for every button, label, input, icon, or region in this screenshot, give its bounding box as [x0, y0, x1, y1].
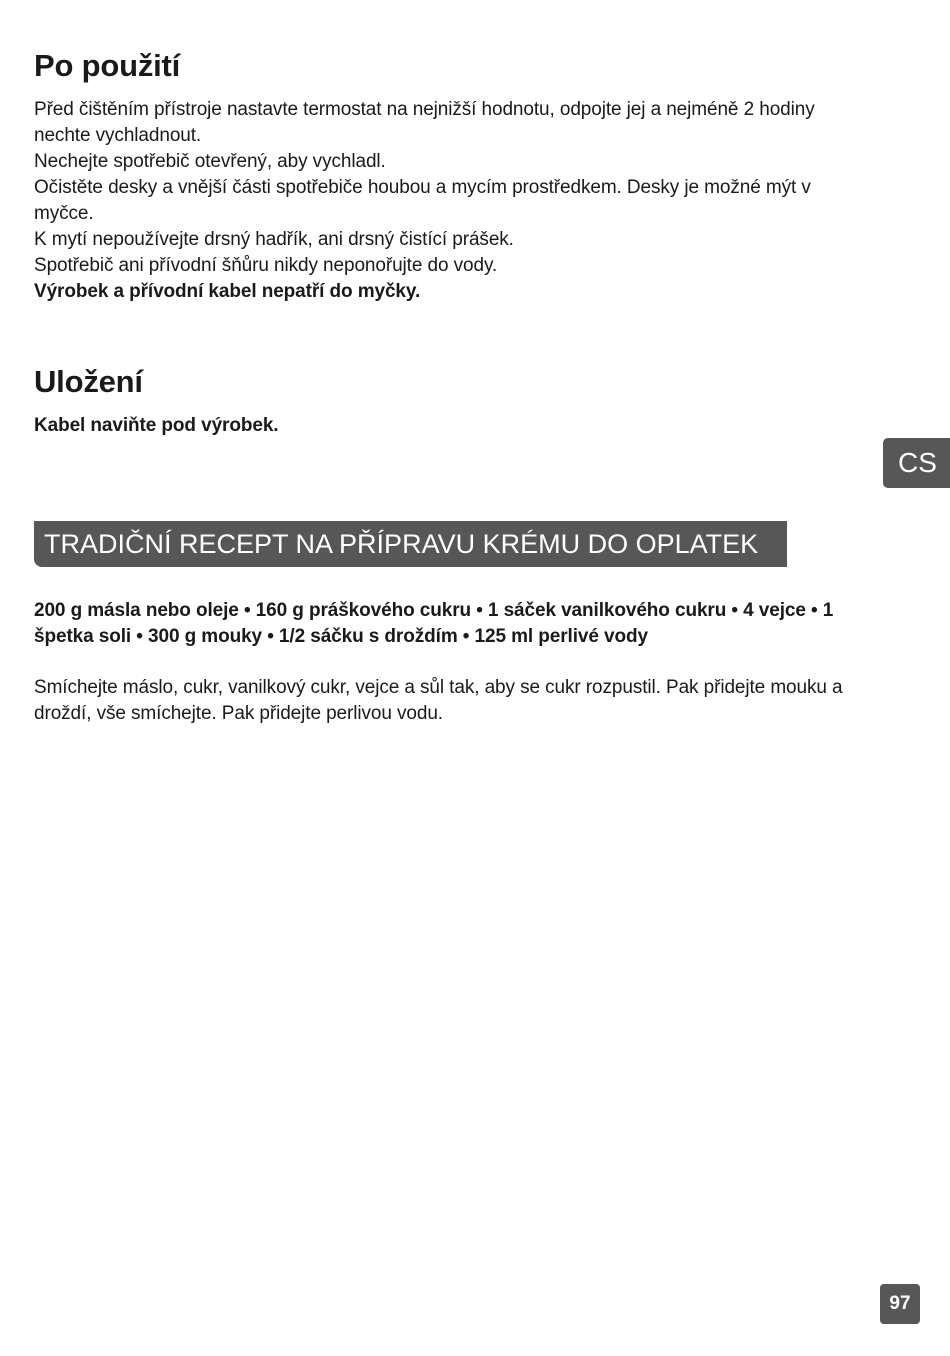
storage-text: Kabel naviňte pod výrobek.: [34, 415, 279, 436]
after-use-text: [34, 97, 874, 305]
after-use-heading: Po použití: [34, 48, 181, 83]
after-use-line: Očistěte desky a vnější části spotřebiče houbou a mycím prostředkem. Desky je možné mýt v myčce.: [34, 177, 811, 224]
after-use-line: Spotřebič ani přívodní šňůru nikdy neponořujte do vody.: [34, 255, 498, 276]
recipe-instructions: Smíchejte máslo, cukr, vanilkový cukr, vejce a sůl tak, aby se cukr rozpustil. Pak přidejte mouku a droždí, vše smíchejte. Pak přidejte perlivou vodu.: [34, 677, 843, 724]
dishwasher-warning: Výrobek a přívodní kabel nepatří do myčky.: [34, 281, 421, 302]
recipe-ingredients: 200 g másla nebo oleje • 160 g práškového cukru • 1 sáček vanilkového cukru • 4 vejce • 1 špetka soli • 300 g mouky • 1/2 sáčku s droždím • 125 ml perlivé vody: [34, 600, 834, 647]
after-use-line: K mytí nepoužívejte drsný hadřík, ani drsný čistící prášek.: [34, 229, 514, 250]
after-use-line: Nechejte spotřebič otevřený, aby vychladl.: [34, 151, 386, 172]
language-tab: CS: [883, 438, 950, 488]
after-use-line: Před čištěním přístroje nastavte termostat na nejnižší hodnotu, odpojte jej a nejméně 2 hodiny nechte vychladnout.: [34, 99, 815, 146]
storage-heading: Uložení: [34, 364, 143, 399]
recipe-banner: TRADIČNÍ RECEPT NA PŘÍPRAVU KRÉMU DO OPLATEK: [34, 521, 787, 567]
page-number: 97: [880, 1284, 920, 1324]
